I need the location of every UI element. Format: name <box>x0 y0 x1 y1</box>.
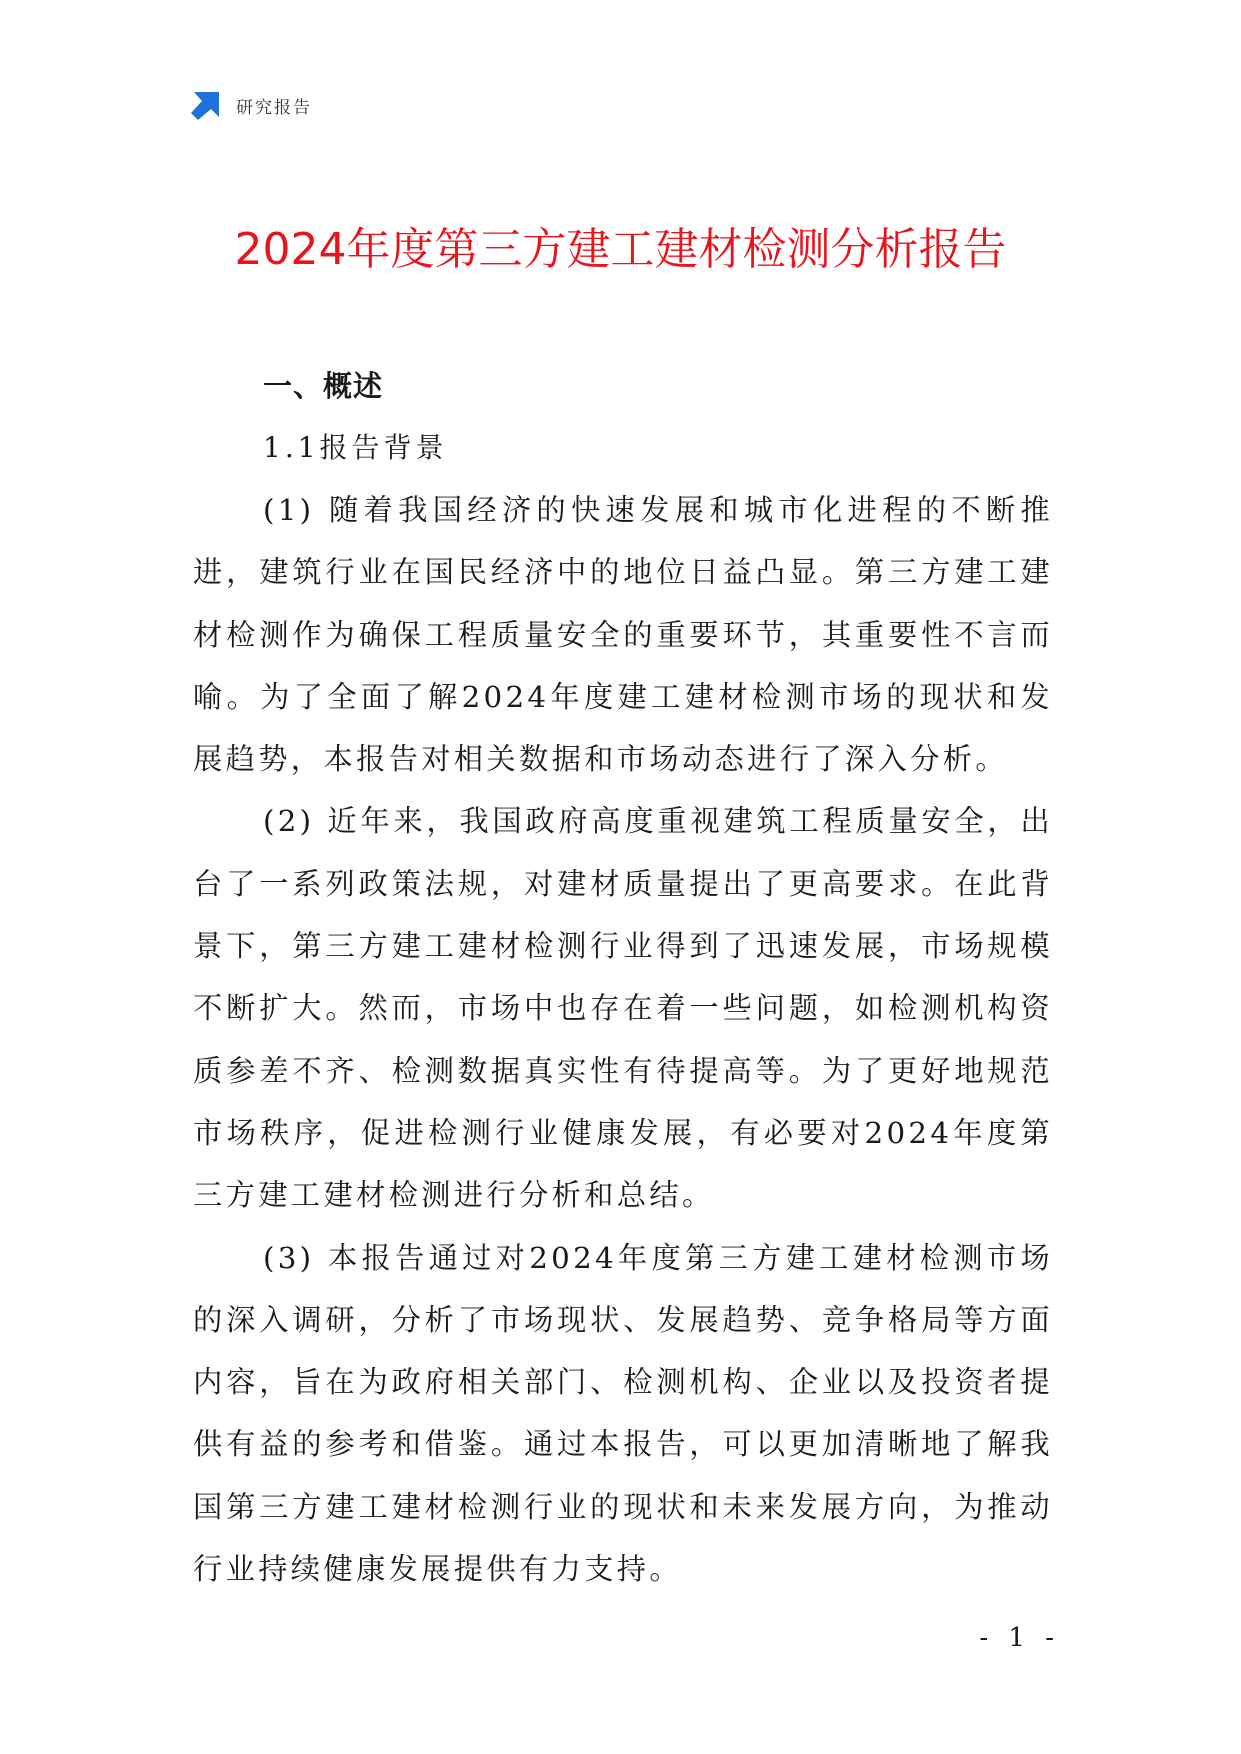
report-body <box>193 355 1053 1600</box>
paragraph-1: (1) 随着我国经济的快速发展和城市化进程的不断推进，建筑行业在国民经济中的地位日益凸显。第三方建工建材检测作为确保工程质量安全的重要环节，其重要性不言而喻。为了全面了解2024年度建工建材检测市场的现状和发展趋势，本报告对相关数据和市场动态进行了深入分析。 <box>193 493 1053 777</box>
section-heading: 一、概述 <box>263 369 384 403</box>
subsection-heading: 1.1报告背景 <box>263 431 448 464</box>
paragraph-2: (2) 近年来，我国政府高度重视建筑工程质量安全，出台了一系列政策法规，对建材质量提出了更高要求。在此背景下，第三方建工建材检测行业得到了迅速发展，市场规模不断扩大。然而，市场中也存在着一些问题，如检测机构资质参差不齐、检测数据真实性有待提高等。为了更好地规范市场秩序，促进检测行业健康发展，有必要对2024年度第三方建工建材检测进行分析和总结。 <box>193 804 1053 1213</box>
report-header <box>190 88 312 122</box>
arrow-up-right-icon <box>190 89 222 121</box>
paragraph-3: (3) 本报告通过对2024年度第三方建工建材检测市场的深入调研，分析了市场现状、发展趋势、竞争格局等方面内容，旨在为政府相关部门、检测机构、企业以及投资者提供有益的参考和借鉴。通过本报告，可以更加清晰地了解我国第三方建工建材检测行业的现状和未来发展方向，为推动行业持续健康发展提供有力支持。 <box>193 1240 1053 1587</box>
page-title: 2024年度第三方建工建材检测分析报告 <box>234 224 1007 275</box>
page-number: - 1 - <box>979 1623 1060 1653</box>
header-label: 研究报告 <box>236 97 312 118</box>
